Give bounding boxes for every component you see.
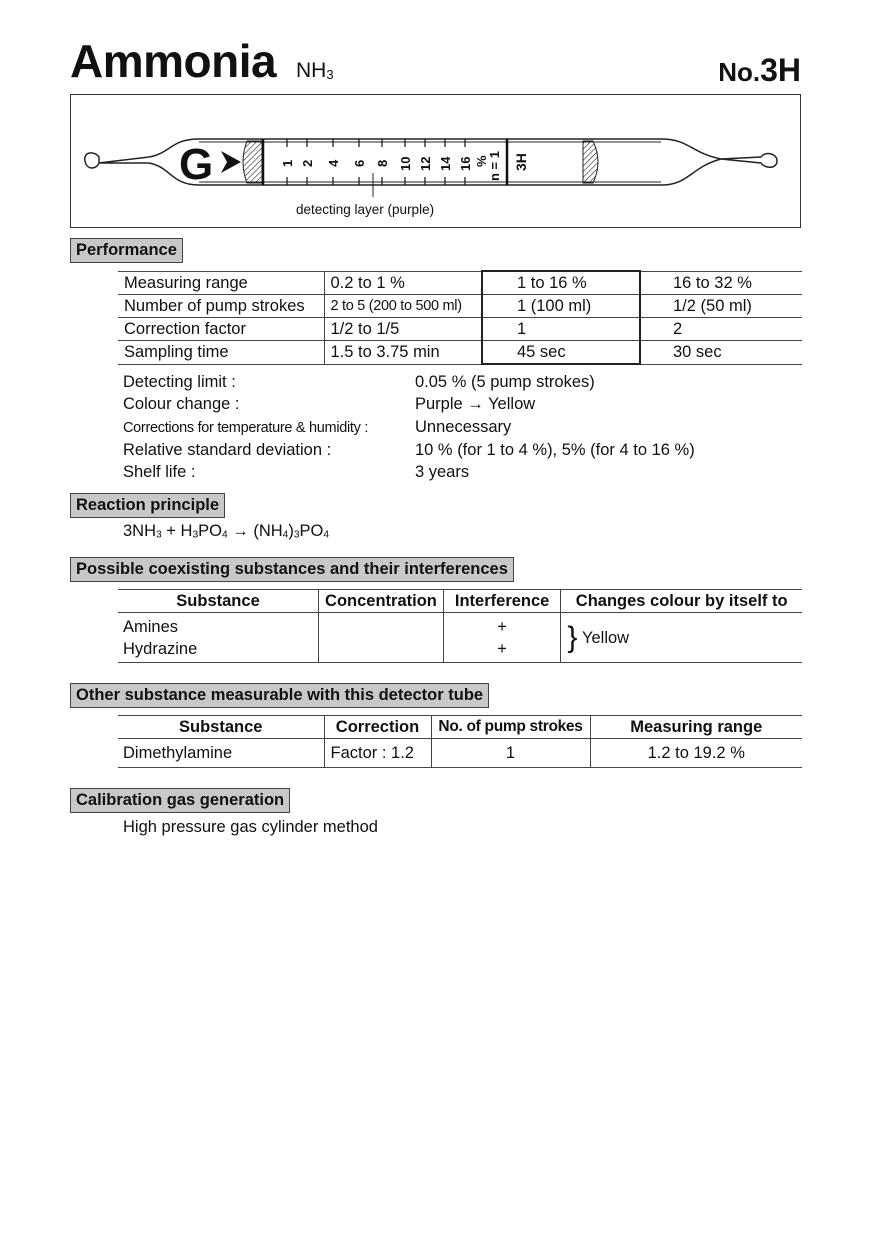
detecting-limit: Detecting limit : 0.05 % (5 pump strokes) — [123, 373, 595, 391]
performance-properties — [123, 371, 695, 483]
table-row: Dimethylamine Factor : 1.2 1 1.2 to 19.2 % — [118, 739, 802, 768]
scale-label: 12 — [418, 156, 433, 171]
scale-label: 16 — [458, 156, 473, 171]
scale-label: 1 — [280, 159, 295, 167]
interference-table — [118, 589, 802, 663]
scale-label: 6 — [352, 159, 367, 167]
scale-label: 10 — [398, 156, 413, 171]
relative-std-deviation: Relative standard deviation : 10 % (for 1 to 4 %), 5% (for 4 to 16 %) — [123, 440, 695, 459]
g-logo: G — [179, 140, 214, 189]
table-header-row: Substance Correction No. of pump strokes Measuring range — [118, 716, 802, 739]
other-substance-table — [118, 715, 802, 768]
tube-diagram-frame — [70, 94, 801, 228]
table-row: Amines Hydrazine + + } Yellow — [118, 613, 802, 663]
calibration-method: High pressure gas cylinder method — [123, 818, 378, 836]
page-title: Ammonia — [70, 35, 277, 87]
plug-left — [243, 141, 262, 183]
scale-label: % — [474, 155, 489, 167]
table-row: Measuring range 0.2 to 1 % 1 to 16 % 16 to 32 % — [118, 271, 802, 295]
detector-tube-diagram — [71, 95, 800, 227]
scale-label: 14 — [438, 156, 453, 171]
detecting-layer-label: detecting layer (purple) — [296, 202, 435, 217]
section-other-substance: Other substance measurable with this detector tube — [70, 683, 489, 708]
section-calibration: Calibration gas generation — [70, 788, 290, 813]
corrections: Corrections for temperature & humidity : Unnecessary — [123, 417, 512, 436]
table-header-row: Substance Concentration Interference Changes colour by itself to — [118, 590, 802, 613]
scale-label: 8 — [375, 159, 390, 167]
brace-icon: } — [567, 620, 578, 654]
table-row: Sampling time 1.5 to 3.75 min 45 sec 30 sec — [118, 341, 802, 365]
tube-number: No.3H — [718, 52, 801, 88]
colour-change: Colour change : Purple → Yellow — [123, 395, 536, 414]
chemical-formula: $NH_3$ — [296, 59, 334, 82]
performance-table — [118, 270, 802, 365]
scale-label: 4 — [326, 159, 341, 167]
shelf-life: Shelf life : 3 years — [123, 463, 470, 482]
tube-code-label: 3H — [513, 153, 529, 171]
table-row: Correction factor 1/2 to 1/5 1 2 — [118, 318, 802, 341]
reaction-equation: $3NH_3 + H_3PO_4 \to (NH_4)_3PO_4$ — [123, 522, 330, 541]
section-reaction-principle: Reaction principle — [70, 493, 225, 518]
plug-right — [583, 141, 598, 183]
scale-label: 2 — [300, 159, 315, 167]
section-performance: Performance — [70, 238, 183, 263]
section-interferences: Possible coexisting substances and their interferences — [70, 557, 514, 582]
stroke-count-label: n = 1 — [487, 151, 502, 181]
table-row: Number of pump strokes 2 to 5 (200 to 500 ml) 1 (100 ml) 1/2 (50 ml) — [118, 295, 802, 318]
